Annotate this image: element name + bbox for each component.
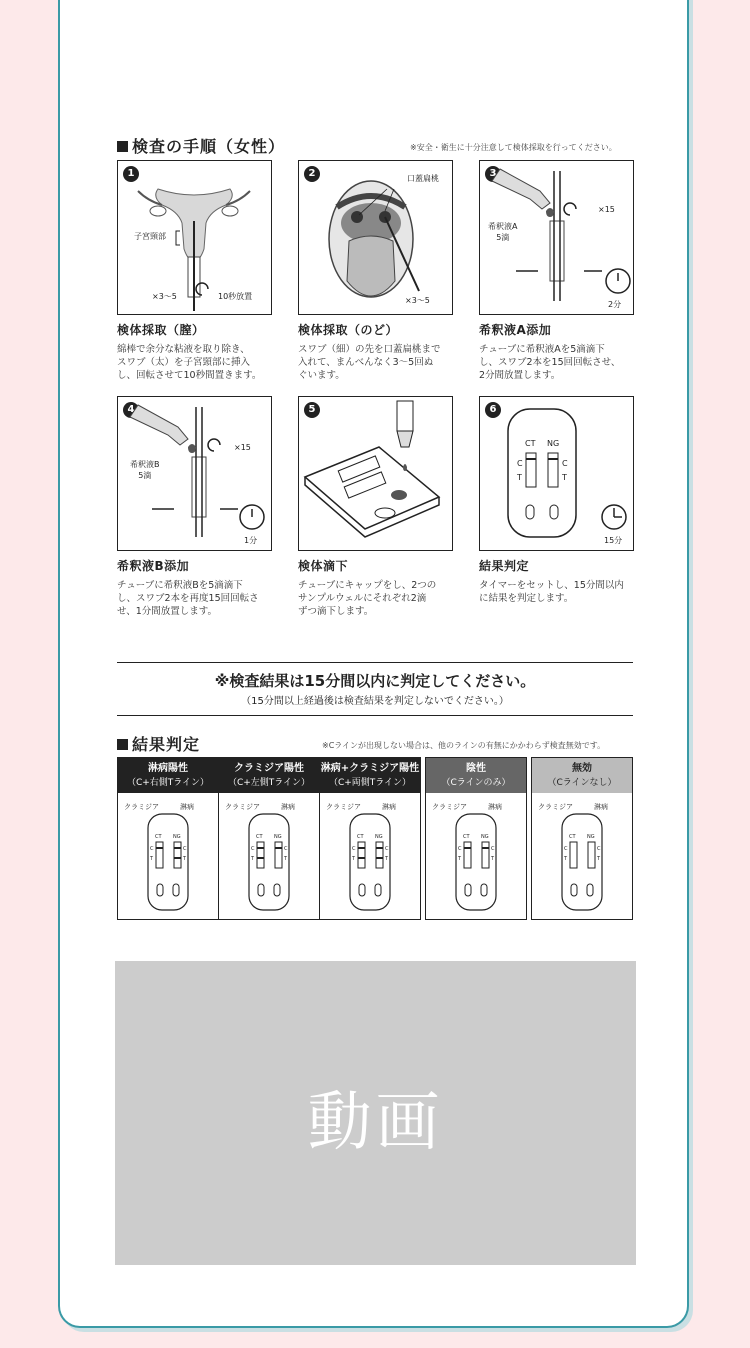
t-label-left: T	[251, 856, 255, 862]
ng-window	[376, 842, 383, 868]
c-label-right: C	[491, 846, 495, 852]
result-col-negative: 陰性 （Cラインのみ） クラミジア 淋病 CT NG C T C T	[425, 757, 527, 920]
ng-window	[174, 842, 181, 868]
c-label-left: C	[150, 846, 154, 852]
result-col-invalid: 無効 （Cラインなし） クラミジア 淋病 CT NG C T C T	[531, 757, 633, 920]
sample-well-right	[587, 884, 593, 896]
step-4-title: 希釈液B添加	[117, 559, 190, 573]
cassette-body	[456, 814, 496, 910]
sample-well-left	[258, 884, 264, 896]
t-label-left: T	[352, 856, 356, 862]
result-cassette	[118, 812, 218, 920]
t-label-right: T	[597, 856, 601, 862]
step-5-desc: チューブにキャップをし、2つの サンプルウェルにそれぞれ2滴 ずつ滴下します。	[298, 580, 437, 617]
ct-window	[570, 842, 577, 868]
step-2	[298, 160, 453, 382]
c-label-right: C	[597, 846, 601, 852]
step-2-title: 検体採取（のど）	[298, 323, 399, 337]
procedure-note: ※安全・衛生に十分注意して検体採取を行ってください。	[410, 143, 617, 152]
t-label-right: T	[284, 856, 288, 862]
result-cassette	[219, 812, 319, 920]
sample-well-right	[274, 884, 280, 896]
step-1-illustration: 1 子宮頸部 ×3～5 10秒放置	[117, 160, 272, 315]
result-cassette	[320, 812, 420, 920]
step-2-illustration: 2 口蓋扁桃 ×3～5	[298, 160, 453, 315]
results-heading: 結果判定	[117, 732, 200, 755]
warning-main: ※検査結果は15分間以内に判定してください。	[214, 672, 536, 690]
result-col-both-positive: 淋病+クラミジア陽性 （C+両側Tライン） クラミジア 淋病 CT NG C T C T	[319, 757, 421, 920]
sample-well-right	[481, 884, 487, 896]
step-5	[298, 396, 453, 618]
step-6	[479, 396, 634, 605]
ng-window	[275, 842, 282, 868]
ng-window	[482, 842, 489, 868]
sample-well-left	[157, 884, 163, 896]
ct-label: CT	[256, 834, 263, 840]
result-device-illustration	[480, 397, 633, 550]
ct-label: CT	[463, 834, 470, 840]
t-label-right: T	[491, 856, 495, 862]
ct-window	[156, 842, 163, 868]
results-note: ※Cラインが出現しない場合は、他のラインの有無にかかわらず検査無効です。	[322, 741, 606, 750]
ct-label: CT	[569, 834, 576, 840]
step-5-illustration: 5	[298, 396, 453, 551]
c-label-left: C	[564, 846, 568, 852]
t-label-left: T	[458, 856, 462, 862]
divider-top	[117, 662, 633, 663]
sample-well-right	[375, 884, 381, 896]
step-3-illustration: 3 希釈液A 5滴 ×15 2分	[479, 160, 634, 315]
ct-window	[464, 842, 471, 868]
t-label-left: T	[564, 856, 568, 862]
ng-label: NG	[481, 834, 489, 840]
step-4-illustration: 4 希釈液B 5滴 ×15 1分	[117, 396, 272, 551]
test-device-illustration	[299, 397, 452, 550]
ng-label: NG	[375, 834, 383, 840]
step-2-desc: スワブ（細）の先を口蓋扁桃まで 入れて、まんべんなく3～5回ぬ ぐいます。	[298, 344, 441, 381]
cassette-body	[562, 814, 602, 910]
result-col-chlamydia-positive: クラミジア陽性 （C+左側Tライン） クラミジア 淋病 CT NG C T C T	[218, 757, 320, 920]
video-placeholder[interactable]	[115, 961, 636, 1265]
ng-label: NG	[274, 834, 282, 840]
step-6-desc: タイマーをセットし、15分間以内 に結果を判定します。	[479, 580, 624, 604]
sample-well-left	[465, 884, 471, 896]
t-label-right: T	[183, 856, 187, 862]
sample-well-left	[571, 884, 577, 896]
ct-label: CT	[357, 834, 364, 840]
warning-sub: （15分間以上経過後は検査結果を判定しないでください。）	[241, 696, 509, 707]
step-6-illustration: 6 CT NG C T C T 15分	[479, 396, 634, 551]
step-3	[479, 160, 634, 382]
step-1-title: 検体採取（膣）	[117, 323, 205, 337]
cassette-body	[148, 814, 188, 910]
step-1	[117, 160, 272, 382]
step-4-desc: チューブに希釈液Bを5滴滴下 し、スワブ2本を再度15回回転さ せ、1分間放置します。	[117, 580, 259, 617]
sample-well-left	[359, 884, 365, 896]
result-cassette	[426, 812, 526, 920]
ct-window	[358, 842, 365, 868]
t-label-right: T	[385, 856, 389, 862]
cassette-body	[249, 814, 289, 910]
step-1-desc: 綿棒で余分な粘液を取り除き、 スワブ（太）を子宮頸部に挿入 し、回転させて10秒間置きます。	[117, 344, 262, 381]
ng-label: NG	[173, 834, 181, 840]
c-label-left: C	[251, 846, 255, 852]
procedure-heading: 検査の手順（女性）	[117, 134, 285, 157]
ng-label: NG	[587, 834, 595, 840]
video-label: 動画	[307, 1086, 444, 1160]
step-3-desc: チューブに希釈液Aを5滴滴下 し、スワブ2本を15回回転させ、 2分間放置します。	[479, 344, 621, 381]
ct-label: CT	[155, 834, 162, 840]
sample-well-right	[173, 884, 179, 896]
ct-window	[257, 842, 264, 868]
step-6-title: 結果判定	[479, 559, 530, 573]
c-label-right: C	[385, 846, 389, 852]
ng-window	[588, 842, 595, 868]
result-col-gonorrhea-positive: 淋病陽性 （C+右側Tライン） クラミジア 淋病 CT NG C T C T	[117, 757, 219, 920]
cassette-body	[350, 814, 390, 910]
c-label-left: C	[458, 846, 462, 852]
t-label-left: T	[150, 856, 154, 862]
divider-bottom	[117, 715, 633, 716]
step-5-title: 検体滴下	[298, 559, 349, 573]
c-label-right: C	[183, 846, 187, 852]
c-label-left: C	[352, 846, 356, 852]
step-3-title: 希釈液A添加	[479, 323, 552, 337]
result-cassette	[532, 812, 632, 920]
c-label-right: C	[284, 846, 288, 852]
step-4	[117, 396, 272, 618]
